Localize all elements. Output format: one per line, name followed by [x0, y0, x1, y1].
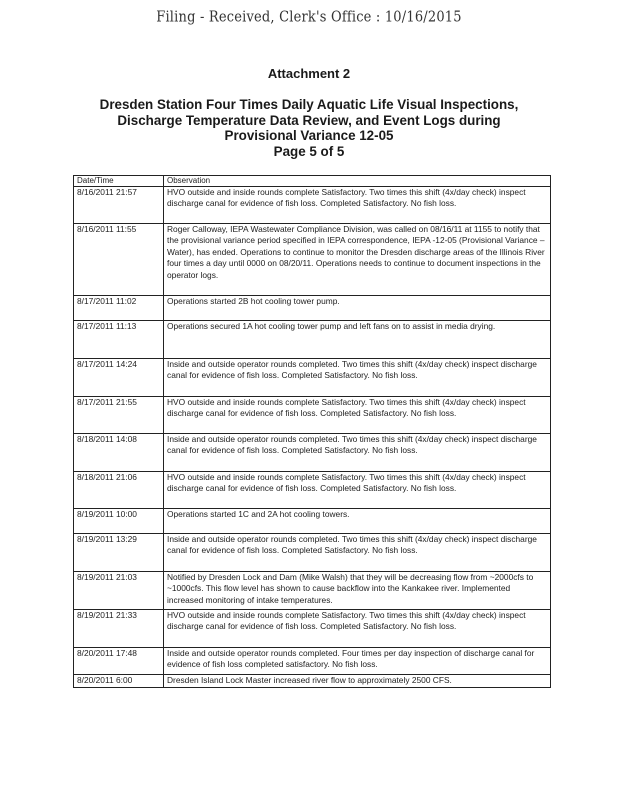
row-datetime: 8/19/2011 21:33: [74, 610, 164, 648]
title-line-1: Dresden Station Four Times Daily Aquatic Life Visual Inspections,: [99, 97, 519, 112]
table-row: [74, 434, 551, 472]
table-row: [74, 509, 551, 534]
row-observation: Operations started 2B hot cooling tower pump.: [164, 296, 551, 321]
row-observation: Inside and outside operator rounds completed. Two times this shift (4x/day check) inspect discharge canal for evidence of fish loss. Completed Satisfactory. No fish loss.: [164, 359, 551, 397]
title-line-2: Discharge Temperature Data Review, and Event Logs during: [117, 112, 501, 128]
table-row: [74, 397, 551, 434]
table-row: [74, 296, 551, 321]
row-observation: Roger Calloway, IEPA Wastewater Compliance Division, was called on 08/16/11 at 1155 to notify that the provisional variance period specified in IEPA correspondence, IEPA -12-05 (Provisional Variance – Water), has ended. Operations to continue to monitor the Dresden discharge areas of the Illinois River four times a day until 0000 on 08/20/11. Operations needs to continue to document inspections in the operator logs.: [164, 224, 551, 296]
row-datetime: 8/19/2011 21:03: [74, 572, 164, 610]
attachment-label: Attachment 2: [267, 66, 351, 81]
event-log-table: [73, 175, 551, 688]
filing-stamp: Filing - Received, Clerk's Office : 10/16/2015: [156, 8, 462, 27]
document-title: [70, 97, 548, 159]
row-datetime: 8/17/2011 21:55: [74, 397, 164, 434]
row-datetime: 8/20/2011 6:00: [74, 675, 164, 688]
table-header-row: [74, 176, 551, 187]
row-observation: Operations secured 1A hot cooling tower pump and left fans on to assist in media drying.: [164, 321, 551, 359]
table-row: [74, 610, 551, 648]
row-datetime: 8/17/2011 14:24: [74, 359, 164, 397]
table-row: [74, 187, 551, 224]
table-row: [74, 534, 551, 572]
row-observation: Inside and outside operator rounds completed. Two times this shift (4x/day check) inspect discharge canal for evidence of fish loss. Completed Satisfactory. No fish loss.: [164, 434, 551, 472]
row-observation: Notified by Dresden Lock and Dam (Mike Walsh) that they will be decreasing flow from ~2000cfs to ~1000cfs. This flow level has shown to cause backflow into the Kankakee river. Implemented increased monitoring of intake temperatures.: [164, 572, 551, 610]
table-row: [74, 572, 551, 610]
row-observation: Inside and outside operator rounds completed. Two times this shift (4x/day check) inspect discharge canal for evidence of fish loss. Completed Satisfactory. No fish loss.: [164, 534, 551, 572]
row-datetime: 8/18/2011 14:08: [74, 434, 164, 472]
row-observation: Inside and outside operator rounds completed. Four times per day inspection of discharge canal for evidence of fish loss completed satisfactory. No fish loss.: [164, 648, 551, 675]
row-datetime: 8/20/2011 17:48: [74, 648, 164, 675]
table-row: [74, 648, 551, 675]
table-row: [74, 472, 551, 509]
row-observation: HVO outside and inside rounds complete Satisfactory. Two times this shift (4x/day check) inspect discharge canal for evidence of fish loss. Completed Satisfactory. No fish loss.: [164, 610, 551, 648]
table-row: [74, 224, 551, 296]
row-observation: HVO outside and inside rounds complete Satisfactory. Two times this shift (4x/day check) inspect discharge canal for evidence of fish loss. Completed Satisfactory. No fish loss.: [164, 187, 551, 224]
column-header-datetime: Date/Time: [74, 176, 164, 187]
row-observation: HVO outside and inside rounds complete Satisfactory. Two times this shift (4x/day check) inspect discharge canal for evidence of fish loss. Completed Satisfactory. No fish loss.: [164, 472, 551, 509]
row-datetime: 8/17/2011 11:13: [74, 321, 164, 359]
row-datetime: 8/16/2011 21:57: [74, 187, 164, 224]
row-observation: Dresden Island Lock Master increased river flow to approximately 2500 CFS.: [164, 675, 551, 688]
row-observation: HVO outside and inside rounds complete Satisfactory. Two times this shift (4x/day check) inspect discharge canal for evidence of fish loss. Completed Satisfactory. No fish loss.: [164, 397, 551, 434]
row-datetime: 8/16/2011 11:55: [74, 224, 164, 296]
row-datetime: 8/18/2011 21:06: [74, 472, 164, 509]
table-row: [74, 359, 551, 397]
table-row: [74, 321, 551, 359]
row-datetime: 8/19/2011 10:00: [74, 509, 164, 534]
row-datetime: 8/19/2011 13:29: [74, 534, 164, 572]
row-observation: Operations started 1C and 2A hot cooling towers.: [164, 509, 551, 534]
row-datetime: 8/17/2011 11:02: [74, 296, 164, 321]
title-line-3: Provisional Variance 12-05: [224, 128, 394, 143]
page-number: Page 5 of 5: [273, 143, 345, 159]
column-header-observation: Observation: [164, 176, 551, 187]
table-row: [74, 675, 551, 688]
